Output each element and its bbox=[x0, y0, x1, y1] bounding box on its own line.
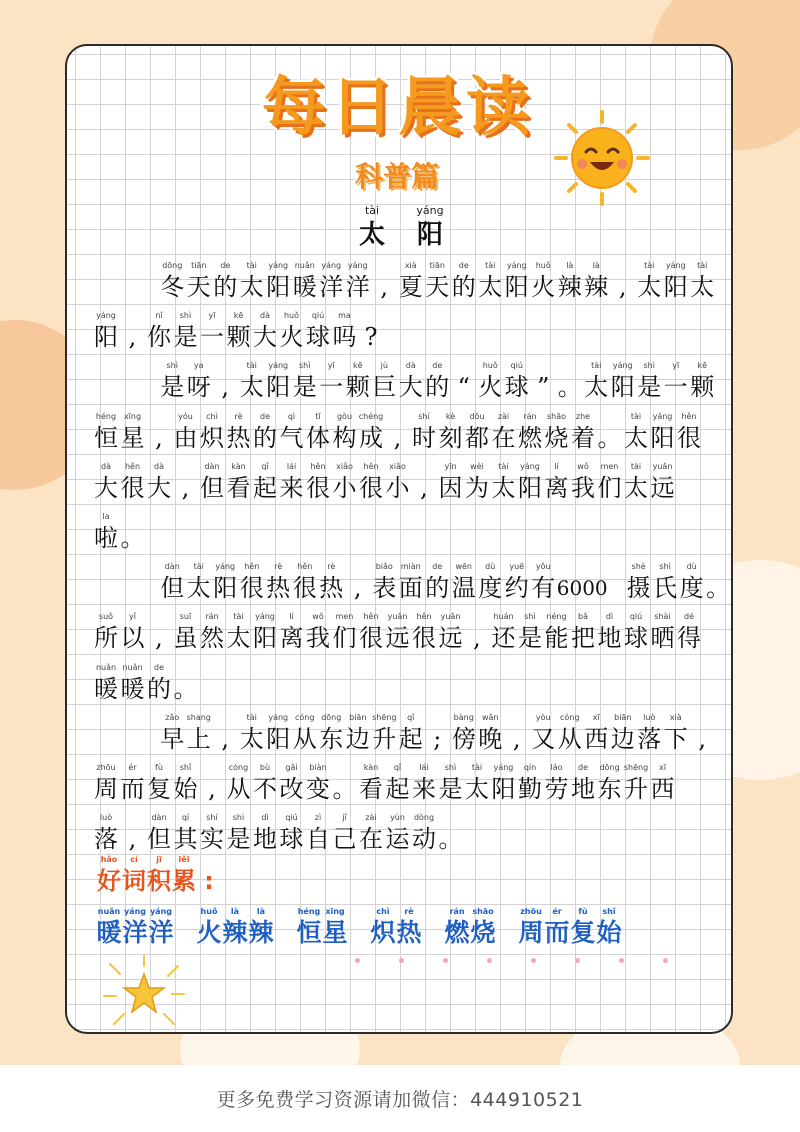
footer-bar bbox=[0, 1065, 800, 1132]
hanzi-with-pinyin: hěn 很 bbox=[359, 461, 383, 502]
vocab-words bbox=[96, 906, 696, 954]
hanzi-with-pinyin: shì 是 bbox=[637, 361, 662, 402]
punctuation: 。 bbox=[173, 674, 198, 703]
hanzi-with-pinyin: shang 上 bbox=[186, 712, 211, 753]
hanzi-with-pinyin: ya 呀 bbox=[186, 361, 211, 402]
hanzi-with-pinyin: shāo 烧 bbox=[544, 411, 569, 452]
hanzi-with-pinyin: dà 大 bbox=[398, 361, 423, 402]
hanzi-with-pinyin: shì 是 bbox=[226, 813, 251, 854]
hanzi-with-pinyin: xī 西 bbox=[584, 712, 609, 753]
hanzi-with-pinyin: yuǎn 远 bbox=[385, 612, 410, 653]
hanzi-with-pinyin: tài 太 bbox=[584, 361, 609, 402]
punctuation: 。 bbox=[438, 825, 463, 854]
hanzi-with-pinyin: yáng 阳 bbox=[610, 361, 635, 402]
hanzi-with-pinyin: xiǎo 小 bbox=[385, 461, 410, 502]
punctuation: 。 bbox=[597, 423, 622, 452]
vocab-word-char: chì 炽 bbox=[370, 907, 396, 947]
hanzi-with-pinyin: yáng 洋 bbox=[345, 261, 370, 301]
hanzi-with-pinyin: dà 大 bbox=[94, 461, 118, 502]
hanzi-with-pinyin: hěn 很 bbox=[677, 411, 701, 452]
hanzi-with-pinyin: tài 太 bbox=[690, 261, 715, 301]
footer-contact-text: 更多免费学习资源请加微信：444910521 bbox=[216, 1089, 584, 1111]
hanzi-with-pinyin: dì 地 bbox=[597, 612, 622, 653]
hanzi-with-pinyin: dà 大 bbox=[253, 311, 277, 352]
hanzi-with-pinyin: huǒ 火 bbox=[531, 261, 556, 301]
passage-line bbox=[93, 461, 703, 511]
hanzi-with-pinyin: yáng 阳 bbox=[266, 261, 291, 301]
hanzi-with-pinyin: tiān 天 bbox=[425, 261, 450, 301]
hanzi-with-pinyin: dà 大 bbox=[147, 461, 171, 502]
hanzi-with-pinyin: jù 巨 bbox=[372, 361, 397, 402]
hanzi-with-pinyin: néng 能 bbox=[544, 612, 569, 653]
hanzi-with-pinyin: dì 地 bbox=[253, 813, 277, 854]
passage-line bbox=[93, 310, 703, 360]
hanzi-with-pinyin: cóng 从 bbox=[292, 712, 317, 753]
punctuation: 6000 bbox=[556, 576, 608, 601]
vocab-word-char: là 辣 bbox=[222, 907, 248, 947]
hanzi-with-pinyin: hěn 很 bbox=[239, 562, 264, 603]
hanzi-with-pinyin: tài 太 bbox=[226, 612, 251, 653]
hanzi-with-pinyin: huán 还 bbox=[491, 612, 516, 653]
vocab-heading-char: cí 词 bbox=[122, 855, 146, 895]
punctuation: 。 bbox=[557, 373, 582, 402]
hanzi-with-pinyin: yáng 洋 bbox=[319, 261, 344, 301]
hanzi-with-pinyin: chì 炽 bbox=[200, 411, 224, 452]
hanzi-with-pinyin: cóng 从 bbox=[557, 712, 582, 753]
passage-title-char: yáng 阳 bbox=[416, 204, 444, 250]
passage-line bbox=[93, 561, 731, 611]
hanzi-with-pinyin: shí 实 bbox=[200, 813, 224, 854]
punctuation: “ bbox=[457, 373, 470, 402]
punctuation: , bbox=[155, 624, 163, 653]
page-title: 每日晨读 bbox=[262, 71, 534, 145]
hanzi-with-pinyin: luò 落 bbox=[637, 712, 662, 753]
hanzi-with-pinyin: wǒ 我 bbox=[306, 612, 330, 653]
hanzi-with-pinyin: de 的 bbox=[253, 411, 277, 452]
hanzi-with-pinyin: tài 太 bbox=[624, 461, 648, 502]
punctuation: , bbox=[353, 574, 362, 603]
hanzi-with-pinyin: yáng 阳 bbox=[253, 612, 277, 653]
punctuation: , bbox=[618, 273, 627, 301]
hanzi-with-pinyin: nǐ 你 bbox=[147, 311, 171, 352]
hanzi-with-pinyin: xià 夏 bbox=[398, 261, 423, 301]
hanzi-with-pinyin: biǎo 表 bbox=[372, 562, 397, 603]
hanzi-with-pinyin: de 地 bbox=[571, 763, 595, 803]
punctuation: , bbox=[380, 273, 389, 301]
vocab-word-char: zhōu 周 bbox=[518, 907, 544, 947]
hanzi-with-pinyin: qì 气 bbox=[279, 411, 304, 452]
hanzi-with-pinyin: huǒ 火 bbox=[478, 361, 503, 402]
hanzi-with-pinyin: tài 太 bbox=[478, 261, 503, 301]
hanzi-with-pinyin: qí 其 bbox=[173, 813, 198, 854]
hanzi-with-pinyin: biān 边 bbox=[610, 712, 635, 753]
hanzi-with-pinyin: shì 是 bbox=[518, 612, 542, 653]
punctuation: 。 bbox=[332, 775, 357, 803]
hanzi-with-pinyin: shì 是 bbox=[438, 763, 463, 803]
hanzi-with-pinyin: wǒ 我 bbox=[571, 461, 595, 502]
hanzi-with-pinyin: dōng 东 bbox=[319, 712, 344, 753]
hanzi-with-pinyin: yuē 约 bbox=[504, 562, 529, 603]
punctuation: 。 bbox=[120, 524, 145, 552]
hanzi-with-pinyin: qǐ 起 bbox=[385, 763, 410, 803]
hanzi-with-pinyin: nuǎn 暖 bbox=[94, 662, 118, 703]
punctuation: , bbox=[420, 473, 428, 502]
hanzi-with-pinyin: zài 在 bbox=[359, 813, 383, 854]
hanzi-with-pinyin: biàn 变 bbox=[306, 763, 330, 803]
page-subtitle: 科普篇 bbox=[354, 160, 439, 193]
vocab-word-char: héng 恒 bbox=[296, 907, 322, 947]
hanzi-with-pinyin: yī 一 bbox=[319, 361, 344, 402]
hanzi-with-pinyin: shì 氏 bbox=[653, 562, 678, 603]
hanzi-with-pinyin: yáng 阳 bbox=[491, 763, 516, 803]
hanzi-with-pinyin: shēng 升 bbox=[372, 712, 397, 753]
punctuation: , bbox=[473, 624, 481, 653]
vocab-word-char: fù 复 bbox=[570, 907, 596, 947]
hanzi-with-pinyin: hěn 很 bbox=[120, 461, 145, 502]
hanzi-with-pinyin: qiú 球 bbox=[279, 813, 304, 854]
hanzi-with-pinyin: shì 是 bbox=[173, 311, 198, 352]
hanzi-with-pinyin: yī 一 bbox=[200, 311, 224, 352]
hanzi-with-pinyin: dù 度 bbox=[679, 562, 704, 603]
hanzi-with-pinyin: qiú 球 bbox=[504, 361, 529, 402]
hanzi-with-pinyin: tài 太 bbox=[637, 261, 662, 301]
passage-line bbox=[93, 511, 703, 561]
hanzi-with-pinyin: kè 刻 bbox=[438, 411, 463, 452]
hanzi-with-pinyin: yáng 阳 bbox=[266, 712, 291, 753]
hanzi-with-pinyin: tiān 天 bbox=[186, 261, 211, 301]
hanzi-with-pinyin: kē 颗 bbox=[690, 361, 715, 402]
hanzi-with-pinyin: bàng 傍 bbox=[451, 712, 476, 753]
hanzi-with-pinyin: yǐ 以 bbox=[120, 612, 145, 653]
hanzi-with-pinyin: tài 太 bbox=[239, 712, 264, 753]
hanzi-with-pinyin: jǐ 己 bbox=[332, 813, 357, 854]
passage-line bbox=[93, 260, 715, 310]
hanzi-with-pinyin: yuǎn 远 bbox=[438, 612, 463, 653]
hanzi-with-pinyin: yáng 阳 bbox=[94, 311, 118, 352]
hanzi-with-pinyin: de 的 bbox=[425, 562, 450, 603]
hanzi-with-pinyin: de 的 bbox=[213, 261, 238, 301]
hanzi-with-pinyin: tài 太 bbox=[624, 411, 648, 452]
hanzi-with-pinyin: zǎo 早 bbox=[160, 712, 185, 753]
vocab-word-char: nuǎn 暖 bbox=[96, 907, 122, 947]
hanzi-with-pinyin: suǒ 所 bbox=[94, 612, 118, 653]
hanzi-with-pinyin: là 辣 bbox=[584, 261, 609, 301]
punctuation: 。 bbox=[706, 574, 731, 603]
hanzi-with-pinyin: rè 热 bbox=[226, 411, 251, 452]
hanzi-with-pinyin: tài 太 bbox=[239, 261, 264, 301]
hanzi-with-pinyin: là 辣 bbox=[557, 261, 582, 301]
hanzi-with-pinyin: yáng 阳 bbox=[504, 261, 529, 301]
hanzi-with-pinyin: héng 恒 bbox=[94, 411, 118, 452]
vocab-word-char: rè 热 bbox=[396, 907, 422, 947]
hanzi-with-pinyin: hěn 很 bbox=[292, 562, 317, 603]
hanzi-with-pinyin: lí 离 bbox=[544, 461, 569, 502]
hanzi-with-pinyin: bǎ 把 bbox=[571, 612, 595, 653]
passage-line bbox=[93, 712, 707, 762]
hanzi-with-pinyin: hěn 很 bbox=[306, 461, 330, 502]
punctuation: , bbox=[128, 323, 137, 352]
vocab-word-char: yáng 洋 bbox=[122, 907, 148, 947]
hanzi-with-pinyin: gòu 构 bbox=[332, 411, 357, 452]
hanzi-with-pinyin: dàn 但 bbox=[200, 461, 224, 502]
hanzi-with-pinyin: dōng 东 bbox=[597, 763, 622, 803]
hanzi-with-pinyin: de 的 bbox=[147, 662, 171, 703]
vocab-word-char: là 辣 bbox=[248, 907, 274, 947]
dotted-divider bbox=[355, 958, 685, 966]
hanzi-with-pinyin: tài 太 bbox=[186, 562, 211, 603]
hanzi-with-pinyin: shēng 升 bbox=[623, 763, 649, 803]
hanzi-with-pinyin: zài 在 bbox=[491, 411, 516, 452]
hanzi-with-pinyin: yóu 由 bbox=[173, 411, 198, 452]
punctuation: , bbox=[208, 775, 216, 803]
hanzi-with-pinyin: wèi 为 bbox=[465, 461, 489, 502]
punctuation: , bbox=[698, 724, 707, 753]
hanzi-with-pinyin: rè 热 bbox=[319, 562, 344, 603]
vocab-word-char: shǐ 始 bbox=[596, 907, 622, 947]
passage-line bbox=[93, 411, 703, 461]
hanzi-with-pinyin: yòu 又 bbox=[531, 712, 556, 753]
hanzi-with-pinyin: láo 劳 bbox=[544, 763, 569, 803]
hanzi-with-pinyin: xīng 星 bbox=[120, 411, 145, 452]
hanzi-with-pinyin: zhe 着 bbox=[571, 411, 595, 452]
hanzi-with-pinyin: yǒu 有 bbox=[531, 562, 556, 603]
hanzi-with-pinyin: yáng 阳 bbox=[663, 261, 688, 301]
vocab-word-char: ér 而 bbox=[544, 907, 570, 947]
hanzi-with-pinyin: zì 自 bbox=[306, 813, 330, 854]
hanzi-with-pinyin: biān 边 bbox=[345, 712, 370, 753]
vocab-word-char: xīng 星 bbox=[322, 907, 348, 947]
punctuation: , bbox=[393, 423, 402, 452]
hanzi-with-pinyin: suī 虽 bbox=[173, 612, 198, 653]
hanzi-with-pinyin: yuǎn 远 bbox=[650, 461, 675, 502]
hanzi-with-pinyin: ér 而 bbox=[120, 763, 145, 803]
hanzi-with-pinyin: fù 复 bbox=[147, 763, 171, 803]
hanzi-with-pinyin: kē 颗 bbox=[226, 311, 251, 352]
hanzi-with-pinyin: dàn 但 bbox=[160, 562, 185, 603]
hanzi-with-pinyin: kàn 看 bbox=[359, 763, 383, 803]
hanzi-with-pinyin: gǎi 改 bbox=[279, 763, 304, 803]
vocab-word-char: rán 燃 bbox=[444, 907, 470, 947]
hanzi-with-pinyin: kàn 看 bbox=[226, 461, 251, 502]
hanzi-with-pinyin: wēn 温 bbox=[451, 562, 476, 603]
smiling-sun-icon bbox=[552, 108, 652, 208]
passage-line bbox=[93, 762, 703, 812]
passage-line bbox=[93, 360, 715, 410]
punctuation: , bbox=[128, 825, 137, 854]
hanzi-with-pinyin: dòng 动 bbox=[412, 813, 436, 854]
hanzi-with-pinyin: lái 来 bbox=[279, 461, 304, 502]
hanzi-with-pinyin: cóng 从 bbox=[226, 763, 251, 803]
hanzi-with-pinyin: tài 太 bbox=[465, 763, 489, 803]
hanzi-with-pinyin: yáng 阳 bbox=[518, 461, 542, 502]
passage-title-char: tài 太 bbox=[358, 204, 385, 250]
passage-line bbox=[93, 611, 703, 661]
hanzi-with-pinyin: rè 热 bbox=[266, 562, 291, 603]
vocab-heading-char: jī 积 bbox=[147, 855, 171, 895]
hanzi-with-pinyin: miàn 面 bbox=[398, 562, 423, 603]
hanzi-with-pinyin: bù 不 bbox=[253, 763, 277, 803]
vocab-heading-char: lěi 累 bbox=[172, 855, 196, 895]
hanzi-with-pinyin: yùn 运 bbox=[385, 813, 410, 854]
punctuation: , bbox=[181, 473, 190, 502]
punctuation: , bbox=[512, 724, 521, 753]
hanzi-with-pinyin: tǐ 体 bbox=[306, 411, 330, 452]
vocab-heading-char: hǎo 好 bbox=[97, 855, 121, 895]
hanzi-with-pinyin: tài 太 bbox=[239, 361, 264, 402]
vocab-heading-char: : bbox=[204, 867, 214, 895]
sparkle-star-icon bbox=[98, 952, 190, 1032]
punctuation: , bbox=[221, 373, 230, 402]
hanzi-with-pinyin: yáng 阳 bbox=[213, 562, 238, 603]
hanzi-with-pinyin: xī 西 bbox=[650, 763, 675, 803]
hanzi-with-pinyin: yī 一 bbox=[663, 361, 688, 402]
passage-line bbox=[93, 662, 703, 712]
hanzi-with-pinyin: hěn 很 bbox=[359, 612, 383, 653]
hanzi-with-pinyin: dù 度 bbox=[478, 562, 503, 603]
hanzi-with-pinyin: qín 勤 bbox=[518, 763, 542, 803]
hanzi-with-pinyin: wǎn 晚 bbox=[478, 712, 503, 753]
hanzi-with-pinyin: xià 下 bbox=[663, 712, 688, 753]
punctuation: , bbox=[221, 724, 230, 753]
hanzi-with-pinyin: zhōu 周 bbox=[94, 763, 118, 803]
hanzi-with-pinyin: yáng 阳 bbox=[650, 411, 675, 452]
hanzi-with-pinyin: shì 是 bbox=[160, 361, 185, 402]
punctuation: ? bbox=[364, 323, 378, 352]
hanzi-with-pinyin: ma 吗 bbox=[332, 311, 357, 352]
hanzi-with-pinyin: shí 时 bbox=[412, 411, 436, 452]
hanzi-with-pinyin: dé 得 bbox=[677, 612, 701, 653]
hanzi-with-pinyin: de 的 bbox=[451, 261, 476, 301]
hanzi-with-pinyin: men 们 bbox=[332, 612, 357, 653]
punctuation: , bbox=[155, 423, 163, 452]
hanzi-with-pinyin: de 的 bbox=[425, 361, 450, 402]
hanzi-with-pinyin: shì 是 bbox=[292, 361, 317, 402]
hanzi-with-pinyin: rán 然 bbox=[200, 612, 224, 653]
hanzi-with-pinyin: lái 来 bbox=[412, 763, 436, 803]
hanzi-with-pinyin: xiǎo 小 bbox=[332, 461, 357, 502]
hanzi-with-pinyin: la 啦 bbox=[94, 512, 118, 552]
hanzi-with-pinyin: nuǎn 暖 bbox=[292, 261, 317, 301]
vocab-word-char: huǒ 火 bbox=[196, 907, 222, 947]
hanzi-with-pinyin: dàn 但 bbox=[147, 813, 171, 854]
hanzi-with-pinyin: shài 晒 bbox=[650, 612, 675, 653]
hanzi-with-pinyin: luò 落 bbox=[94, 813, 118, 854]
hanzi-with-pinyin: nuǎn 暖 bbox=[120, 662, 145, 703]
hanzi-with-pinyin: tài 太 bbox=[491, 461, 516, 502]
hanzi-with-pinyin: yáng 阳 bbox=[266, 361, 291, 402]
hanzi-with-pinyin: yīn 因 bbox=[438, 461, 463, 502]
vocab-word-char: shāo 烧 bbox=[470, 907, 496, 947]
hanzi-with-pinyin: qiú 球 bbox=[306, 311, 330, 352]
hanzi-with-pinyin: kē 颗 bbox=[345, 361, 370, 402]
hanzi-with-pinyin: rán 燃 bbox=[518, 411, 542, 452]
punctuation: ” bbox=[537, 373, 550, 402]
hanzi-with-pinyin: shǐ 始 bbox=[173, 763, 198, 803]
hanzi-with-pinyin: qiú 球 bbox=[624, 612, 648, 653]
hanzi-with-pinyin: chéng 成 bbox=[358, 411, 384, 452]
hanzi-with-pinyin: lí 离 bbox=[279, 612, 304, 653]
hanzi-with-pinyin: men 们 bbox=[597, 461, 622, 502]
hanzi-with-pinyin: shè 摄 bbox=[626, 562, 651, 603]
hanzi-with-pinyin: qǐ 起 bbox=[253, 461, 277, 502]
hanzi-with-pinyin: hěn 很 bbox=[412, 612, 436, 653]
punctuation: ; bbox=[433, 724, 442, 753]
hanzi-with-pinyin: qǐ 起 bbox=[398, 712, 423, 753]
hanzi-with-pinyin: huǒ 火 bbox=[279, 311, 304, 352]
hanzi-with-pinyin: dōu 都 bbox=[465, 411, 489, 452]
hanzi-with-pinyin: dōng 冬 bbox=[160, 261, 185, 301]
vocab-word-char: yáng 洋 bbox=[148, 907, 174, 947]
